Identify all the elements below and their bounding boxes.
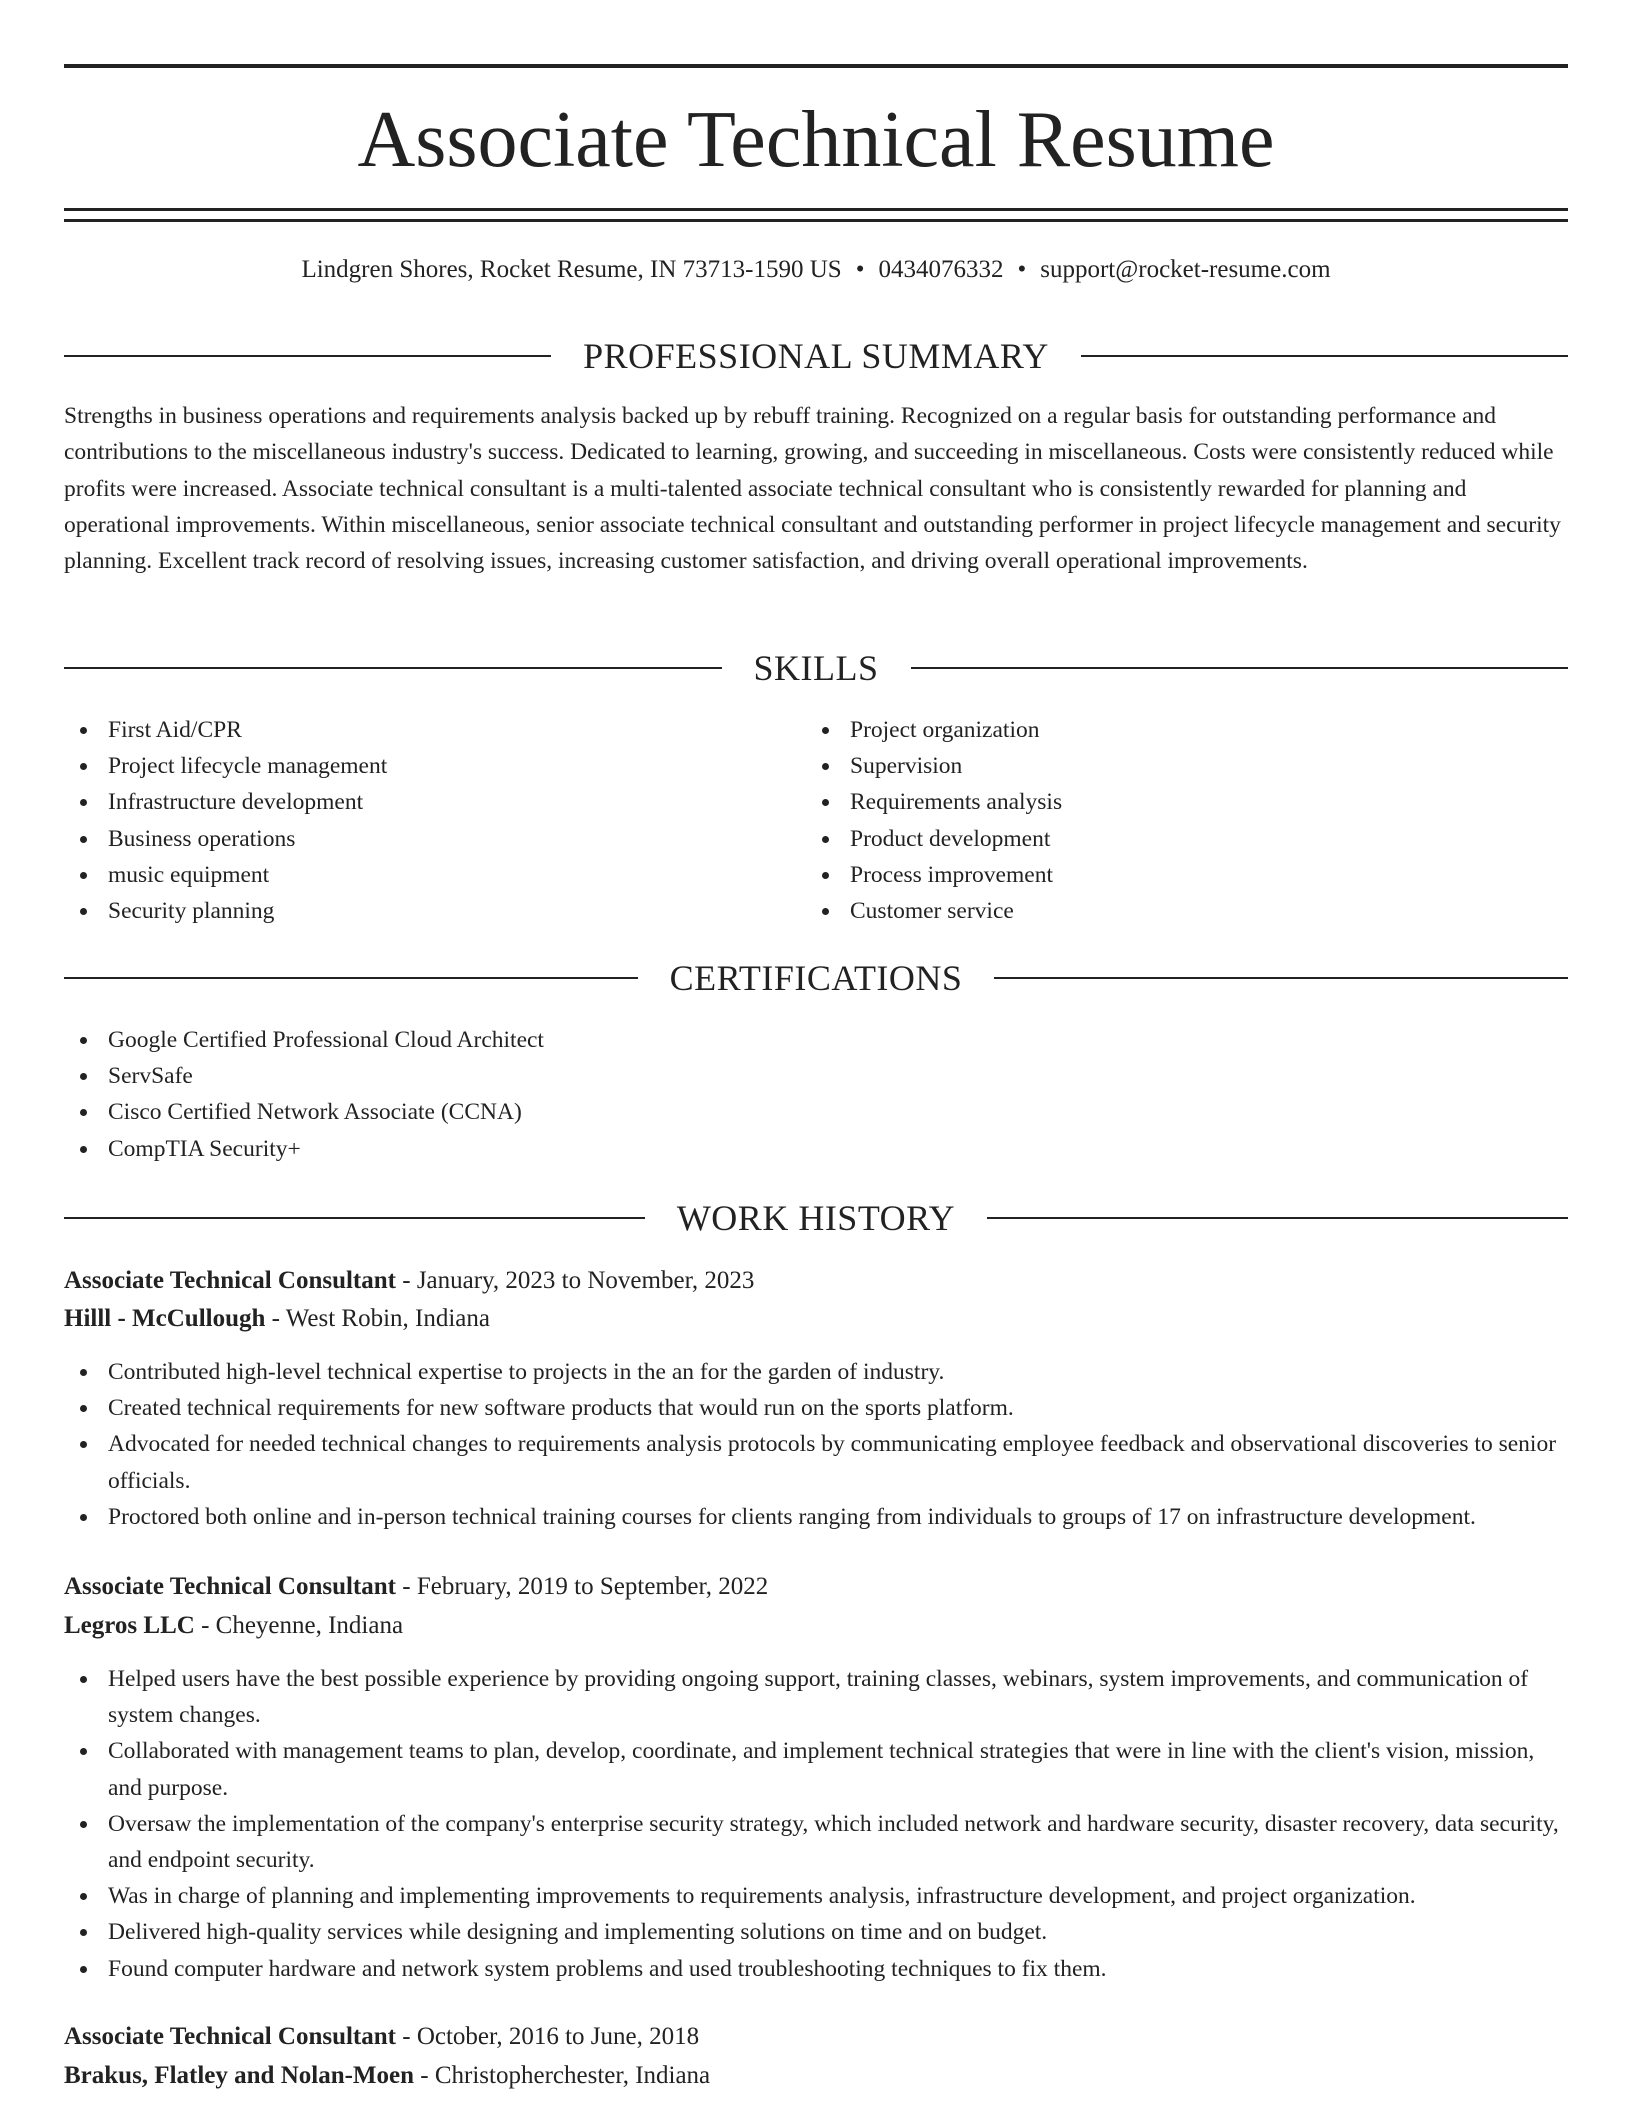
list-item: Advocated for needed technical changes to requirements analysis protocols by communicating employee feedback and observational discoveries to senior officials. xyxy=(64,1426,1568,1498)
list-item: ServSafe xyxy=(64,1058,1568,1094)
job-bullets xyxy=(64,1661,1568,1987)
job-company-line: Legros LLC - Cheyenne, Indiana xyxy=(64,1612,404,1639)
list-item: Product development xyxy=(806,821,1548,857)
summary-heading xyxy=(64,336,1568,376)
list-item: Google Certified Professional Cloud Architect xyxy=(64,1022,1568,1058)
contact-line xyxy=(64,254,1568,286)
list-item: Project organization xyxy=(806,712,1548,748)
skills-list-left xyxy=(64,712,806,929)
list-item: Infrastructure development xyxy=(64,784,806,820)
contact-phone: 0434076332 xyxy=(878,256,1004,283)
list-item: Collaborated with management teams to plan, develop, coordinate, and implement technical strategies that were in line with the client's vision, mission, and purpose. xyxy=(64,1733,1568,1805)
list-item: Was in charge of planning and implementing improvements to requirements analysis, infrastructure development, and project organization. xyxy=(64,1878,1568,1914)
job-location: Christopherchester, Indiana xyxy=(434,2062,711,2089)
heading-rule xyxy=(64,977,638,979)
list-item: music equipment xyxy=(64,857,806,893)
page-title: Associate Technical Resume xyxy=(357,96,1275,184)
skills-heading xyxy=(64,648,1568,688)
job-company-line: Hilll - McCullough - West Robin, Indiana xyxy=(64,1305,490,1332)
skills-columns xyxy=(64,712,1568,929)
job-company: Brakus, Flatley and Nolan-Moen xyxy=(64,2062,415,2089)
list-item: Contributed high-level technical expertise to projects in the an for the garden of industry. xyxy=(64,1354,1568,1390)
contact-email: support@rocket-resume.com xyxy=(1040,256,1331,283)
heading-rule xyxy=(911,667,1569,669)
list-item: Oversaw the implementation of the company's enterprise security strategy, which included network and hardware security, disaster recovery, data security, and endpoint security. xyxy=(64,1806,1568,1878)
list-item: First Aid/CPR xyxy=(64,712,806,748)
skills-heading-label: SKILLS xyxy=(753,648,879,688)
job-dates: January, 2023 to November, 2023 xyxy=(416,1267,755,1294)
contact-separator: • xyxy=(1017,256,1027,283)
job-title-line: Associate Technical Consultant - October, 2016 to June, 2018 xyxy=(64,2023,700,2050)
list-item: Cisco Certified Network Associate (CCNA) xyxy=(64,1094,1568,1130)
job-title: Associate Technical Consultant xyxy=(64,1573,396,1600)
job-title-line: Associate Technical Consultant - January, 2023 to November, 2023 xyxy=(64,1267,755,1294)
job-location: West Robin, Indiana xyxy=(285,1305,490,1332)
list-item: Created technical requirements for new software products that would run on the sports platform. xyxy=(64,1390,1568,1426)
list-item: Proctored both online and in-person technical training courses for clients ranging from individuals to groups of 17 on infrastructure development. xyxy=(64,1499,1568,1535)
heading-rule xyxy=(64,355,551,357)
summary-heading-label: PROFESSIONAL SUMMARY xyxy=(583,336,1049,376)
list-item: Business operations xyxy=(64,821,806,857)
heading-rule xyxy=(994,977,1568,979)
job-bullets xyxy=(64,1354,1568,1535)
title-double-rule xyxy=(64,208,1568,222)
list-item: Found computer hardware and network system problems and used troubleshooting techniques to fix them. xyxy=(64,1951,1568,1987)
list-item: Security planning xyxy=(64,893,806,929)
job-location: Cheyenne, Indiana xyxy=(215,1612,404,1639)
contact-address: Lindgren Shores, Rocket Resume, IN 73713-1590 US xyxy=(301,256,842,283)
job-company-line: Brakus, Flatley and Nolan-Moen - Christopherchester, Indiana xyxy=(64,2062,711,2089)
job-dates: February, 2019 to September, 2022 xyxy=(416,1573,769,1600)
list-item: Supervision xyxy=(806,748,1548,784)
certifications-list xyxy=(64,1022,1568,1167)
job-title: Associate Technical Consultant xyxy=(64,1267,396,1294)
list-item: CompTIA Security+ xyxy=(64,1131,1568,1167)
certifications-heading xyxy=(64,958,1568,998)
certifications-heading-label: CERTIFICATIONS xyxy=(669,958,963,998)
top-rule xyxy=(64,64,1568,68)
job-company: Hilll - McCullough xyxy=(64,1305,266,1332)
list-item: Delivered high-quality services while designing and implementing solutions on time and on budget. xyxy=(64,1914,1568,1950)
heading-rule xyxy=(64,1217,645,1219)
heading-rule xyxy=(987,1217,1568,1219)
skills-list-right xyxy=(806,712,1548,929)
contact-separator: • xyxy=(855,256,865,283)
heading-rule xyxy=(1081,355,1568,357)
summary-text: Strengths in business operations and requirements analysis backed up by rebuff training. Recognized on a regular basis for outstanding performance and contributions to the miscellaneous industry's success. Dedicated to learning, growing, and succeeding in miscellaneous. Costs were consistently reduced while profits were increased. Associate technical consultant is a multi-talented associate technical consultant who is consistently rewarded for planning and operational improvements. Within miscellaneous, senior associate technical consultant and outstanding performer in project lifecycle management and security planning. Excellent track record of resolving issues, increasing customer satisfaction, and driving overall operational improvements. xyxy=(64,403,1561,575)
list-item: Requirements analysis xyxy=(806,784,1548,820)
list-item: Process improvement xyxy=(806,857,1548,893)
heading-rule xyxy=(64,667,722,669)
list-item: Helped users have the best possible experience by providing ongoing support, training classes, webinars, system improvements, and communication of system changes. xyxy=(64,1661,1568,1733)
job-company: Legros LLC xyxy=(64,1612,195,1639)
job-title-line: Associate Technical Consultant - February, 2019 to September, 2022 xyxy=(64,1573,769,1600)
job-title: Associate Technical Consultant xyxy=(64,2023,396,2050)
work-heading-label: WORK HISTORY xyxy=(676,1198,956,1238)
list-item: Customer service xyxy=(806,893,1548,929)
list-item: Project lifecycle management xyxy=(64,748,806,784)
work-heading xyxy=(64,1198,1568,1238)
job-dates: October, 2016 to June, 2018 xyxy=(416,2023,700,2050)
